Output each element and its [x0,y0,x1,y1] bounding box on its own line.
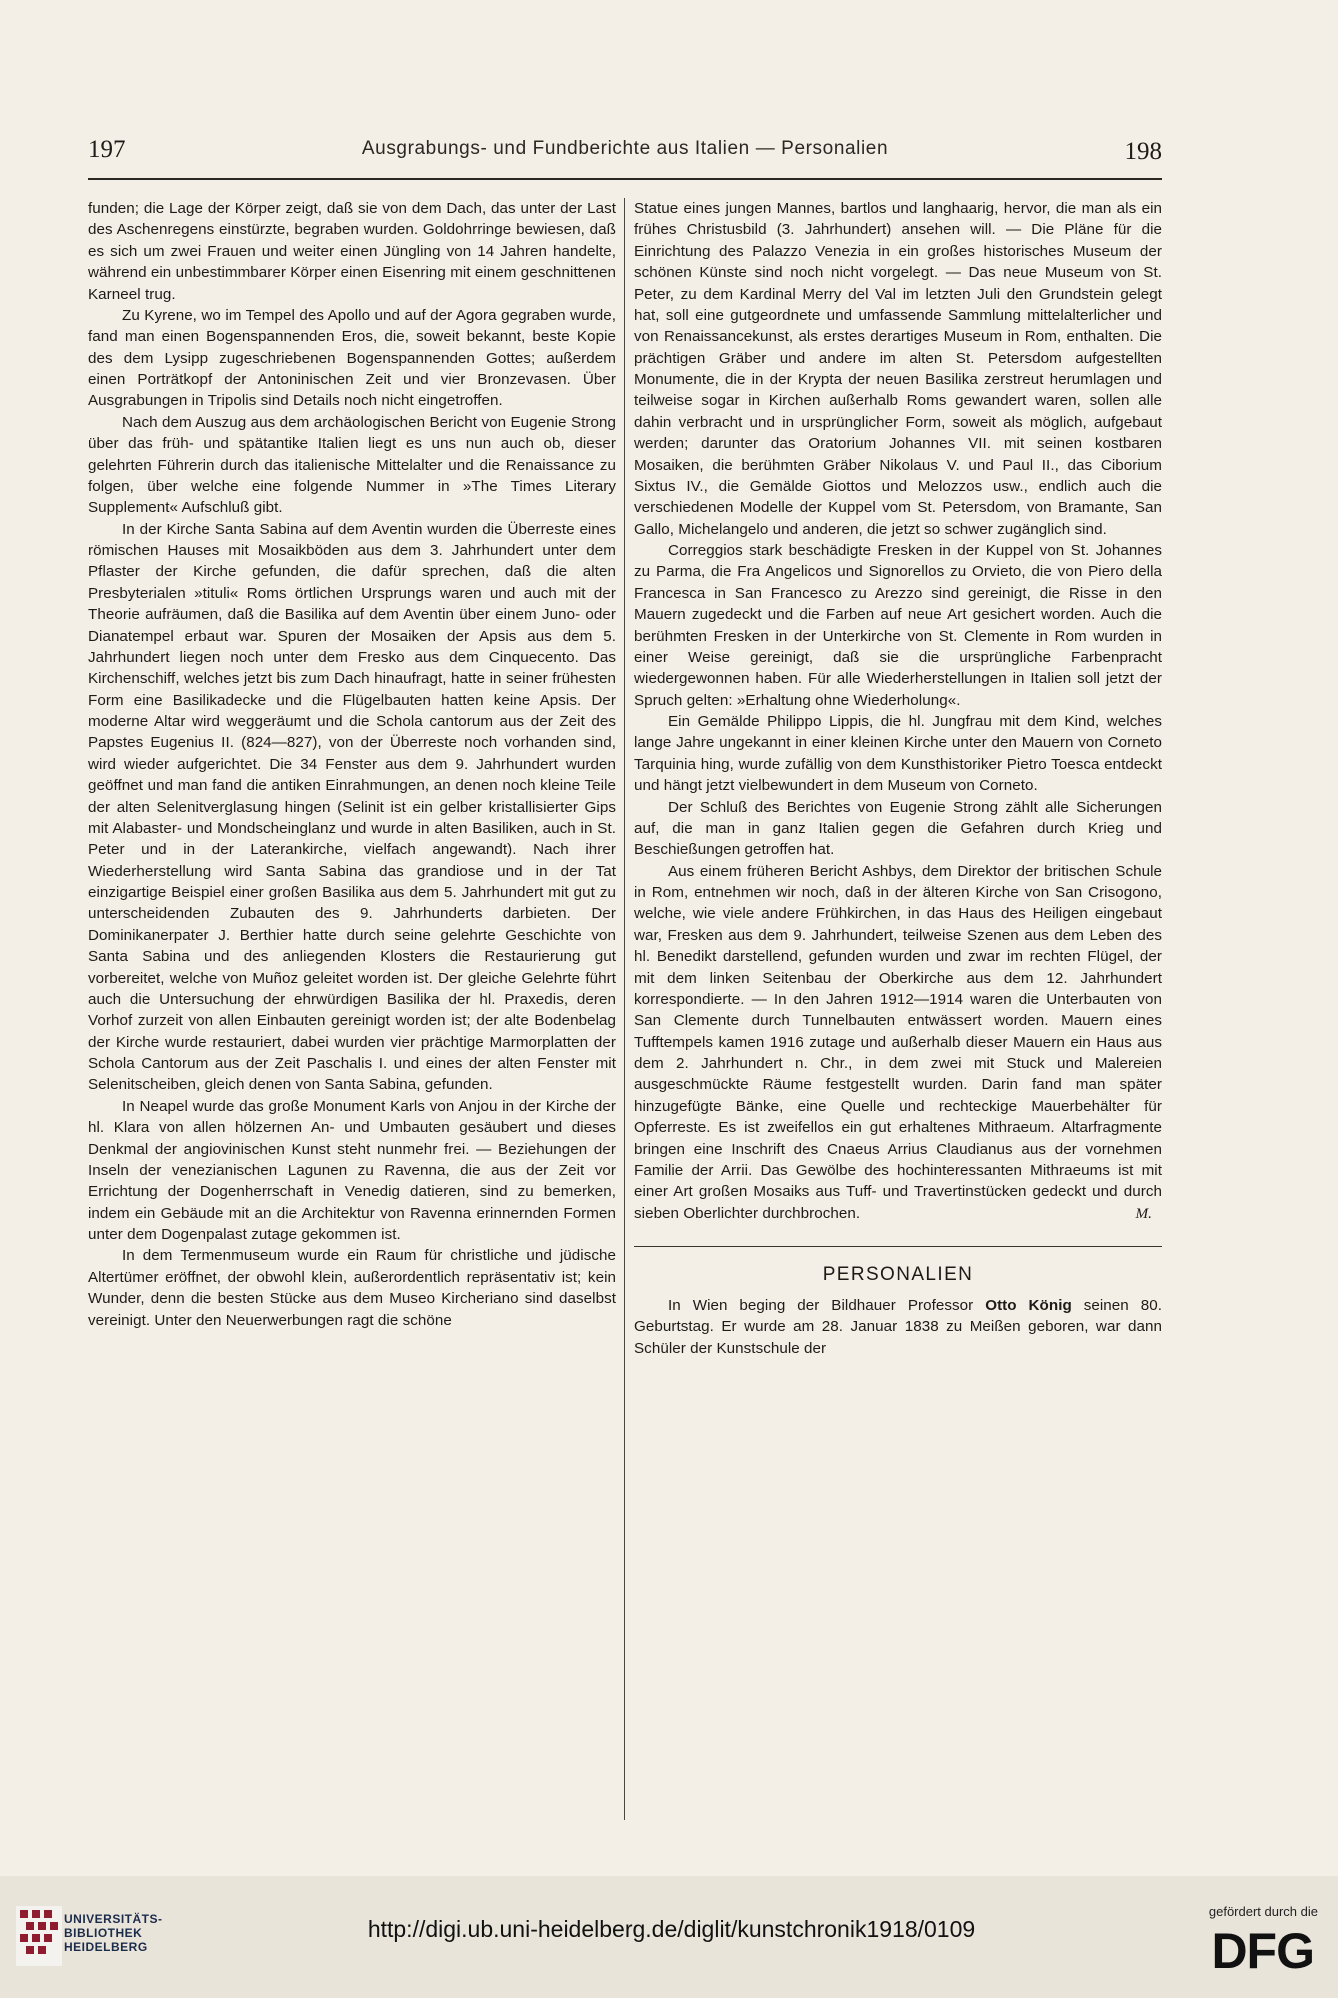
paragraph: Ein Gemälde Philippo Lippis, die hl. Jungfrau mit dem Kind, welches lange Jahre ungekannt in einer kleinen Kirche unter den Mauern von Corneto Tarquinia hing, wurde zufällig von dem Kunsthistoriker Pietro Toesca entdeckt und hängt jetzt vielbewundert in dem Museum von Corneto. [634,713,1162,795]
paragraph: Statue eines jungen Mannes, bartlos und langhaarig, hervor, die man als ein frühes Christusbild (3. Jahrhundert) ansehen will. — Die Pläne für die Einrichtung des Palazzo Venezia in ein großes historisches Museum der schönen Künste sind noch nicht vorgelegt. — Das neue Museum von St. Peter, zu dem Kardinal Merry del Val im letzten Juli den Grundstein gelegt hat, soll eine gutgeordnete und umfassende Sammlung mittelalterlicher und von Renaissancekunst, als erstes derartiges Museum in Rom, enthalten. Die prächtigen Gräber und andere im alten St. Petersdom aufgestellten Monumente, die in der Krypta der neuen Basilika zerstreut herumlagen und teilweise sogar in Kirchen außerhalb Roms gewandert waren, sollen alle dahin verbracht und in ursprünglicher Form, soweit als möglich, aufgebaut werden; darunter das Oratorium Johannes VII. mit seinen kostbaren Mosaiken, die berühmten Gräber Nikolaus V. und Paul II., das Ciborium Sixtus IV., die Gemälde Giottos und Melozzos usw., endlich auch die verschiedenen Modelle der Kuppel vom St. Petersdom, von Bramante, San Gallo, Michelangelo und anderen, die jetzt so schwer zugänglich sind. [634,200,1162,538]
paragraph: In der Kirche Santa Sabina auf dem Aventin wurden die Überreste eines römischen Hauses mit Mosaikböden aus dem 3. Jahrhundert unter dem Pflaster der Kirche gefunden, die dafür sprechen, daß die alten Presbyterialen »tituli« Roms örtlichen Ursprungs waren und auch mit der Theorie aufräumen, daß die Basilika auf dem Aventin über einem Juno- oder Dianatempel erbaut war. Spuren der Mosaiken der Apsis aus dem 5. Jahrhundert liegen noch unter dem Fresko aus dem Cinquecento. Das Kirchenschiff, welches jetzt bis zum Dach hinaufragt, hatte in seiner frühesten Form eine Basilikadecke und die Flügelbauten hatten keine Apsis. Der moderne Altar wird weggeräumt und die Schola cantorum aus der Zeit des Papstes Eugenius II. (824—827), von der Überreste noch vorhanden sind, wird wieder aufgerichtet. Die 34 Fenster aus dem 9. Jahrhundert wurden geöffnet und man fand die antiken Einrahmungen, an denen noch kleine Teile der alten Selenitverglasung hingen (Selinit ist ein gelber kristallisierter Gips mit Alabaster- und Mondscheinglanz und wurde in alten Basiliken, auch in St. Peter und in der Laterankirche, vielfach angewandt). Nach ihrer Wiederherstellung wird Santa Sabina das grandiose und in der Tat einzigartige Beispiel einer großen Basilika aus dem 5. Jahrhundert mit gut zu unterscheidenden Zubauten des 9. Jahrhunderts darbieten. Der Dominikanerpater J. Berthier hatte durch seine gelehrte Geschichte von Santa Sabina und des anliegenden Klosters die Restaurierung gut vorbereitet, welche von Muñoz geleitet worden ist. Der gleiche Gelehrte führt auch die Untersuchung der ehrwürdigen Basilika der hl. Praxedis, deren Vorhof zurzeit von allen Einbauten gereinigt worden ist; der alte Bodenbelag der Kirche wurde restauriert, dabei wurden vier prächtige Marmorplatten der Schola Cantorum aus der Zeit Paschalis I. und eines der alten Fenster mit Selenitscheiben, gleich denen von Santa Sabina, gefunden. [88,520,616,1094]
author-signature: M. [1135,1204,1152,1222]
paragraph: In Neapel wurde das große Monument Karls von Anjou in der Kirche der hl. Klara von allen hölzernen An- und Umbauten gesäubert und dieses Denkmal der angiovinischen Kunst steht nunmehr frei. — Beziehungen der Inseln der venezianischen Lagunen zu Ravenna, die aus der Zeit vor Errichtung der Dogenherrschaft in Venedig datieren, sind zu bemerken, indem ein Gebäude mit an die Architektur von Ravenna erinnernden Formen unter dem Dogenpalast zutage gekommen ist. [88,1097,616,1243]
paragraph-personalien [634,1295,1162,1359]
page-header [88,136,1162,180]
paragraph: Der Schluß des Berichtes von Eugenie Strong zählt alle Sicherungen auf, die man in ganz Italien gegen die Gefahren durch Krieg und Beschießungen getroffen hat. [634,798,1162,859]
paragraph: funden; die Lage der Körper zeigt, daß sie von dem Dach, das unter der Last des Aschenregens einstürzte, begraben wurden. Goldohrringe bewiesen, daß es sich um zwei Frauen und weiter einen Jüngling von 14 Jahren handelte, während ein unbestimmbarer Körper einen Eisenring mit einem geschnittenen Karneel trug. [88,200,616,303]
text-before-name: In Wien beging der Bildhauer Professor [668,1297,986,1314]
paragraph-text: Aus einem früheren Bericht Ashbys, dem Direktor der britischen Schule in Rom, entnehmen wir noch, daß in der älteren Kirche von San Crisogono, welche, wie viele andere Frühkirchen, in das Haus des Heiligen eingebaut war, Fresken aus dem 9. Jahrhundert, teilweise Szenen aus dem Leben des hl. Benedikt darstellend, gefunden wurden und zwar im rechten Flügel, der mit dem linken Seitenbau der Oberkirche aus dem 12. Jahrhundert korrespondierte. — In den Jahren 1912—1914 waren die Unterbauten von San Clemente durch Tunnelbauten entwässert worden. Mauern eines Tufftempels kamen 1916 zutage und außerhalb dieser Mauern ein Haus aus dem 2. Jahrhundert n. Chr., in dem zwei mit Stuck und Malereien ausgeschmückte Räume festgestellt wurden. Darin fand man später hinzugefügte Bänke, eine Quelle und rechteckige Mauerbehälter für Opferreste. Es ist zweifellos ein gut erhaltenes Mithraeum. Altarfragmente bringen eine Inschrift des Cnaeus Arrius Claudianus aus der vornehmen Familie der Arrii. Das Gewölbe des hochinteressanten Mithraeums ist mit einer Art großen Mosaiks aus Tuff- und Travertinstücken gedeckt und durch sieben Oberlichter durchbrochen. [634,862,1162,1222]
person-name: Otto König [985,1297,1072,1314]
section-heading-personalien: PERSONALIEN [822,1264,974,1285]
running-title: Ausgrabungs- und Fundberichte aus Italien — Personalien [361,138,889,159]
page-number-right: 198 [1124,138,1162,165]
library-name: UNIVERSITÄTS- BIBLIOTHEK HEIDELBERG [64,1912,163,1954]
text-after-name: seinen 80. Geburtstag. Er wurde am 28. Januar 1838 zu Meißen geboren, war dann Schüler der Kunstschule der [634,1297,1162,1357]
dfg-logo: DFG [1211,1923,1314,1979]
right-column [634,198,1162,1359]
paragraph: Zu Kyrene, wo im Tempel des Apollo und auf der Agora gegraben wurde, fand man einen Bogenspannenden Eros, die, soweit bekannt, beste Kopie des dem Lysipp zugeschriebenen Bogenspannenden Gottes; außerdem einen Porträtkopf der Antoninischen Zeit und vier Bronzevasen. Über Ausgrabungen in Tripolis sind Details noch nicht eingetroffen. [88,306,616,410]
column-divider [624,198,625,1820]
paragraph: In dem Termenmuseum wurde ein Raum für christliche und jüdische Altertümer eröffnet, der obwohl klein, außerordentlich repräsentativ ist; kein Wunder, denn die besten Stücke aus dem Museo Kircheriano sind daselbst vereinigt. Unter den Neuerwerbungen ragt die schöne [88,1247,616,1329]
paragraph: Correggios stark beschädigte Fresken in der Kuppel von St. Johannes zu Parma, die Fra Angelicos und Signorellos zu Orvieto, die von Piero della Francesca in San Francesco zu Arezzo sind gereinigt, die Risse in den Mauern zugedeckt und die Farben auf neue Art gesichert worden. Auch die berühmten Fresken in der Unterkirche von St. Clemente in Rom wurden in einer Weise gereinigt, daß sie die ursprüngliche Farbenpracht wiedergewonnen haben. Für alle Wiederherstellungen in Italien soll jetzt der Spruch gelten: »Erhaltung ohne Wiederholung«. [634,542,1162,709]
left-column [88,198,616,1818]
paragraph-with-signature [634,861,1162,1224]
paragraph: Nach dem Auszug aus dem archäologischen Bericht von Eugenie Strong über das früh- und spätantike Italien liegt es uns nun auch ob, dieser gelehrten Führerin durch das italienische Mittelalter und die Renaissance zu folgen, über welche eine folgende Nummer in »The Times Literary Supplement« Aufschluß gibt. [88,413,616,517]
source-url-link[interactable]: http://digi.ub.uni-heidelberg.de/diglit/kunstchronik1918/0109 [367,1916,976,1942]
funded-by-label: gefördert durch die [1208,1904,1318,1919]
page-number-left: 197 [88,136,126,163]
section-rule [634,1246,1162,1247]
